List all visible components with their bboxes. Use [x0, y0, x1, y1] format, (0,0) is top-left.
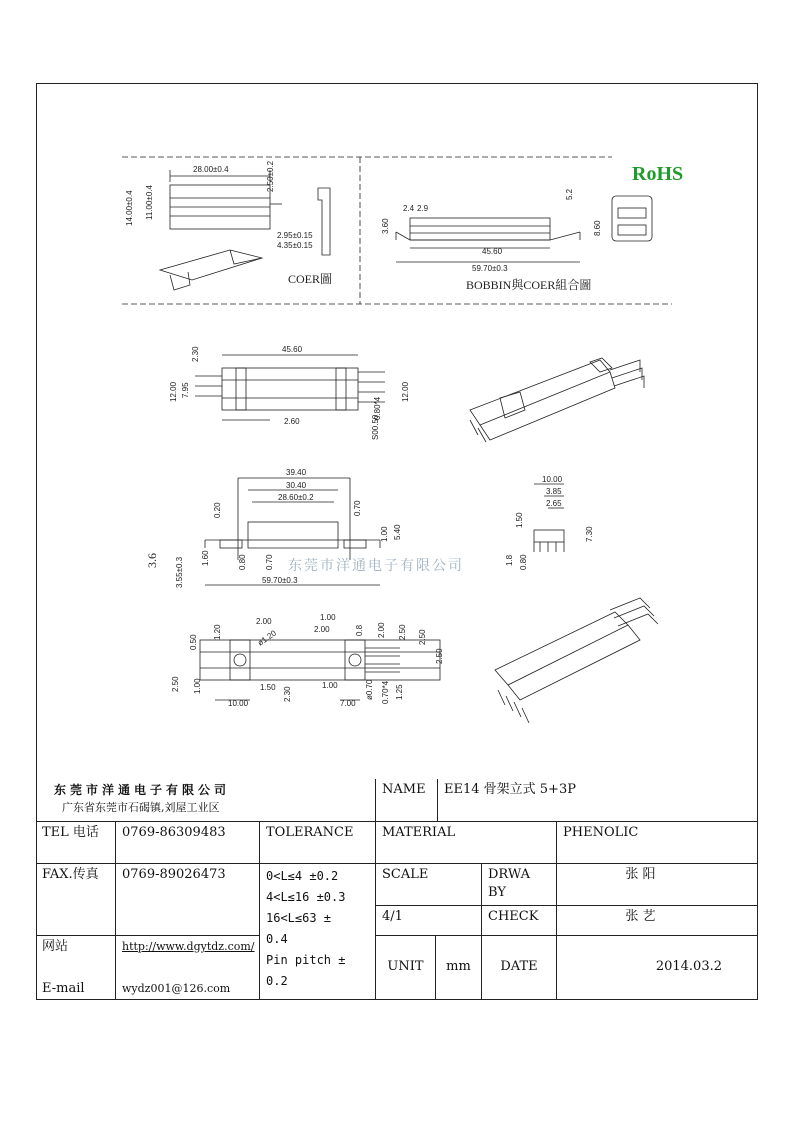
- dim-text: 45.60: [282, 345, 303, 354]
- company-name: 东莞市洋通电子有限公司: [54, 783, 231, 797]
- email-label: E-mail: [42, 981, 85, 996]
- dim-text: 12.00: [401, 381, 410, 402]
- email-value: wydz001@126.com: [122, 982, 231, 995]
- dim-text: 3.60: [381, 218, 390, 234]
- dim-text: 2.30: [191, 346, 200, 362]
- name-label: NAME: [376, 779, 438, 822]
- fax-value: 0769-89026473: [116, 864, 260, 936]
- tolerance-line: Pin pitch ±: [266, 953, 346, 967]
- dim-text: 1.50: [515, 512, 524, 528]
- dim-text: 1.00: [322, 681, 338, 690]
- dim-text: 28.60±0.2: [278, 493, 314, 502]
- dim-text: 0.80: [238, 554, 247, 570]
- dim-text: 1.50: [260, 683, 276, 692]
- dim-text: 3.85: [546, 487, 562, 496]
- title-block: [36, 779, 758, 1000]
- dim-text: 1.8: [505, 554, 514, 566]
- dim-text: 2.50: [398, 624, 407, 640]
- fax-label: FAX.传真: [36, 864, 116, 936]
- dim-text: 12.00: [169, 381, 178, 402]
- rohs-mark: RoHS: [632, 163, 684, 185]
- dim-text: 30.40: [286, 481, 307, 490]
- dim-text: 1.60: [201, 550, 210, 566]
- dim-text: 0.80*4: [373, 396, 382, 420]
- company-cell: [36, 779, 376, 822]
- dim-text: 7.95: [181, 382, 190, 398]
- tel-label: TEL 电话: [36, 822, 116, 864]
- dim-text: 2.60: [284, 417, 300, 426]
- dim-text: 1.25: [395, 684, 404, 700]
- bobbin-coer-label: BOBBIN與COER組合圖: [466, 278, 592, 292]
- dim-text: 59.70±0.3: [262, 576, 298, 585]
- tolerance-line: 4<L≤16 ±0.3: [266, 890, 346, 904]
- scale-label: SCALE: [376, 864, 482, 906]
- dim-text: 0.80: [519, 554, 528, 570]
- dim-text: 2.50: [435, 648, 444, 664]
- dim-text: 0.20: [213, 502, 222, 518]
- dim-text: S00.50: [371, 414, 380, 440]
- drwaby-label: DRWA BY: [482, 864, 557, 906]
- dim-text: 3.55±0.3: [175, 556, 184, 588]
- tolerance-line: 0.2: [266, 974, 288, 988]
- drwaby-value: 张 阳: [557, 864, 758, 906]
- scale-value: 4/1: [376, 906, 482, 936]
- coer-label: COER圖: [288, 272, 333, 286]
- dim-text: 2.00: [256, 617, 272, 626]
- tolerance-line: 0.4: [266, 932, 288, 946]
- dim-text: 7.30: [585, 526, 594, 542]
- dim-text: 1.00: [320, 613, 336, 622]
- unit-label: UNIT: [376, 936, 436, 1000]
- dim-text: 0.8: [355, 624, 364, 636]
- name-value: EE14 骨架立式 5+3P: [438, 779, 758, 822]
- dim-text: 10.00: [542, 475, 563, 484]
- dim-text: 1.00: [380, 526, 389, 542]
- dim-text: 2.50: [171, 676, 180, 692]
- dim-text: 2.50: [418, 629, 427, 645]
- dim-text: 2.95±0.15: [277, 231, 313, 240]
- dim-text: 2.4: [403, 204, 415, 213]
- dim-text: 2.30: [283, 686, 292, 702]
- dim-text: 8.60: [593, 220, 602, 236]
- check-value: 张 艺: [557, 906, 758, 936]
- dim-text: 14.00±0.4: [125, 190, 134, 226]
- dim-text: 4.35±0.15: [277, 241, 313, 250]
- dim-text: 28.00±0.4: [193, 165, 229, 174]
- date-label: DATE: [482, 936, 557, 1000]
- dim-text: 2.50±0.2: [266, 160, 275, 192]
- dim-text: 7.00: [340, 699, 356, 708]
- company-address: 广东省东莞市石碣镇,刘屋工业区: [62, 801, 220, 814]
- web-label: 网站: [42, 939, 69, 954]
- dim-text: ø0.70: [365, 679, 374, 700]
- dim-text: 59.70±0.3: [472, 264, 508, 273]
- tolerance-line: 16<L≤63 ±: [266, 911, 332, 925]
- dim-text: 0.50: [189, 634, 198, 650]
- tel-value: 0769-86309483: [116, 822, 260, 864]
- dim-text: 2.65: [546, 499, 562, 508]
- dim-text: 0.70: [265, 554, 274, 570]
- dim-text: 2.00: [377, 622, 386, 638]
- dim-text: 1.00: [193, 678, 202, 694]
- dim-text: 5.2: [565, 188, 574, 200]
- watermark: 东莞市洋通电子有限公司: [288, 558, 464, 574]
- dim-text: 0.70*4: [381, 680, 390, 704]
- dim-text: 11.00±0.4: [145, 185, 154, 220]
- dim-text: 1.20: [213, 624, 222, 640]
- check-label: CHECK: [482, 906, 557, 936]
- web-link[interactable]: http://www.dgytdz.com/: [122, 940, 255, 953]
- dim-text: 39.40: [286, 468, 307, 477]
- material-value: PHENOLIC: [557, 822, 758, 864]
- tolerance-label: TOLERANCE: [260, 822, 376, 864]
- dim-text: 10.00: [228, 699, 249, 708]
- dim-text: 45.60: [482, 247, 503, 256]
- dim-text: ø1.20: [255, 628, 278, 648]
- dim-text: 2.9: [417, 204, 429, 213]
- web-email-values: [116, 936, 260, 1000]
- dim-text: 3.6: [145, 553, 159, 568]
- web-email-labels: [36, 936, 116, 1000]
- dim-text: 2.00: [314, 625, 330, 634]
- dim-text: 0.70: [353, 500, 362, 516]
- date-value: 2014.03.2: [655, 959, 722, 974]
- tolerance-line: 0<L≤4 ±0.2: [266, 869, 339, 883]
- tolerance-values: [260, 864, 376, 1000]
- unit-value: mm: [436, 936, 482, 1000]
- dim-text: 5.40: [393, 524, 402, 540]
- dimension-labels: [125, 160, 602, 708]
- material-label: MATERIAL: [376, 822, 557, 864]
